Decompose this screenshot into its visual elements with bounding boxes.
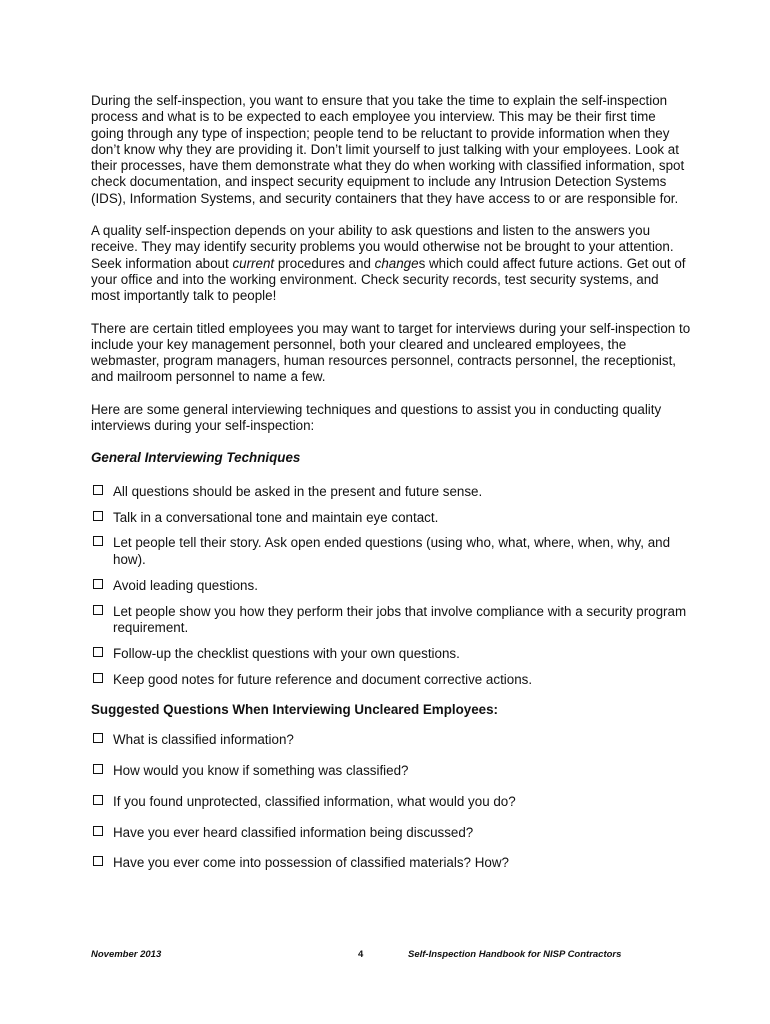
quality-paragraph bbox=[91, 223, 691, 304]
checkbox-icon[interactable] bbox=[93, 647, 103, 657]
quality-text-1: A quality self-inspection depends on your ability to ask questions and listen to the answers you receive. They may identify security problems you would otherwise not be brought to your attention. Seek information about bbox=[91, 223, 674, 271]
questions-list bbox=[91, 732, 691, 871]
question-item-text: If you found unprotected, classified information, what would you do? bbox=[113, 793, 516, 809]
checklist-item bbox=[91, 535, 691, 568]
current-emphasis: current bbox=[232, 255, 275, 271]
checklist-item-text: Avoid leading questions. bbox=[113, 577, 258, 593]
checkbox-icon[interactable] bbox=[93, 511, 103, 521]
questions-heading: Suggested Questions When Interviewing Uncleared Employees: bbox=[91, 701, 499, 717]
checklist-item bbox=[91, 646, 691, 662]
checkbox-icon[interactable] bbox=[93, 536, 103, 546]
checklist-item bbox=[91, 578, 691, 594]
checkbox-icon[interactable] bbox=[93, 764, 103, 774]
checkbox-icon[interactable] bbox=[93, 485, 103, 495]
checklist-item bbox=[91, 510, 691, 526]
checklist-item bbox=[91, 672, 691, 688]
change-emphasis: change bbox=[374, 255, 419, 271]
checklist-item-text: Let people show you how they perform their jobs that involve compliance with a security program requirement. bbox=[113, 603, 687, 635]
checklist-item-text: Follow-up the checklist questions with your own questions. bbox=[113, 645, 460, 661]
techniques-intro-paragraph: Here are some general interviewing techniques and questions to assist you in conducting quality interviews during your self-inspection: bbox=[91, 401, 662, 434]
question-item-text: What is classified information? bbox=[113, 732, 294, 748]
question-item bbox=[91, 855, 691, 871]
footer-title: Self-Inspection Handbook for NISP Contractors bbox=[408, 949, 622, 960]
question-item-text: How would you know if something was classified? bbox=[113, 762, 409, 778]
checkbox-icon[interactable] bbox=[93, 579, 103, 589]
footer-page-number: 4 bbox=[358, 949, 364, 960]
checkbox-icon[interactable] bbox=[93, 856, 103, 866]
quality-text-2: procedures and bbox=[274, 255, 375, 271]
checklist-item-text: Talk in a conversational tone and maintain eye contact. bbox=[113, 509, 439, 525]
techniques-heading: General Interviewing Techniques bbox=[91, 450, 301, 466]
quality-text-3: s which could affect future actions. Get out of your office and into the working environment. Check security records, test security systems, and most importantly talk to people! bbox=[91, 255, 686, 304]
checkbox-icon[interactable] bbox=[93, 733, 103, 743]
checklist-item bbox=[91, 484, 691, 500]
checklist-item-text: Let people tell their story. Ask open ended questions (using who, what, where, when, why, and how). bbox=[113, 535, 671, 567]
question-item-text: Have you ever heard classified information being discussed? bbox=[113, 824, 474, 840]
employees-paragraph: There are certain titled employees you may want to target for interviews during your self-inspection to include your key management personnel, both your cleared and uncleared employees, the webmaster, program managers, human resources personnel, contracts personnel, the receptionist, and mailroom personnel to name a few. bbox=[91, 320, 691, 385]
question-item-text: Have you ever come into possession of classified materials? How? bbox=[113, 855, 509, 871]
checklist-item-text: All questions should be asked in the present and future sense. bbox=[113, 483, 483, 499]
intro-paragraph: During the self-inspection, you want to ensure that you take the time to explain the self-inspection process and what is to be expected to each employee you interview. This may be their first time going through any type of inspection; people tend to be reluctant to provide information when they don’t know why they are providing it. Don’t limit yourself to just talking with your employees. Look at their processes, have them demonstrate what they do when working with classified information, spot check documentation, and inspect security equipment to include any Intrusion Detection Systems (IDS), Information Systems, and security containers that they have access to or are responsible for. bbox=[91, 93, 685, 206]
checklist-item-text: Keep good notes for future reference and document corrective actions. bbox=[113, 671, 533, 687]
checkbox-icon[interactable] bbox=[93, 673, 103, 683]
question-item bbox=[91, 825, 691, 841]
techniques-list bbox=[91, 484, 691, 688]
checkbox-icon[interactable] bbox=[93, 826, 103, 836]
checklist-item bbox=[91, 604, 691, 637]
checkbox-icon[interactable] bbox=[93, 605, 103, 615]
question-item bbox=[91, 763, 691, 779]
checkbox-icon[interactable] bbox=[93, 795, 103, 805]
question-item bbox=[91, 732, 691, 748]
page-content bbox=[91, 93, 691, 886]
question-item bbox=[91, 794, 691, 810]
footer-date: November 2013 bbox=[91, 949, 162, 960]
